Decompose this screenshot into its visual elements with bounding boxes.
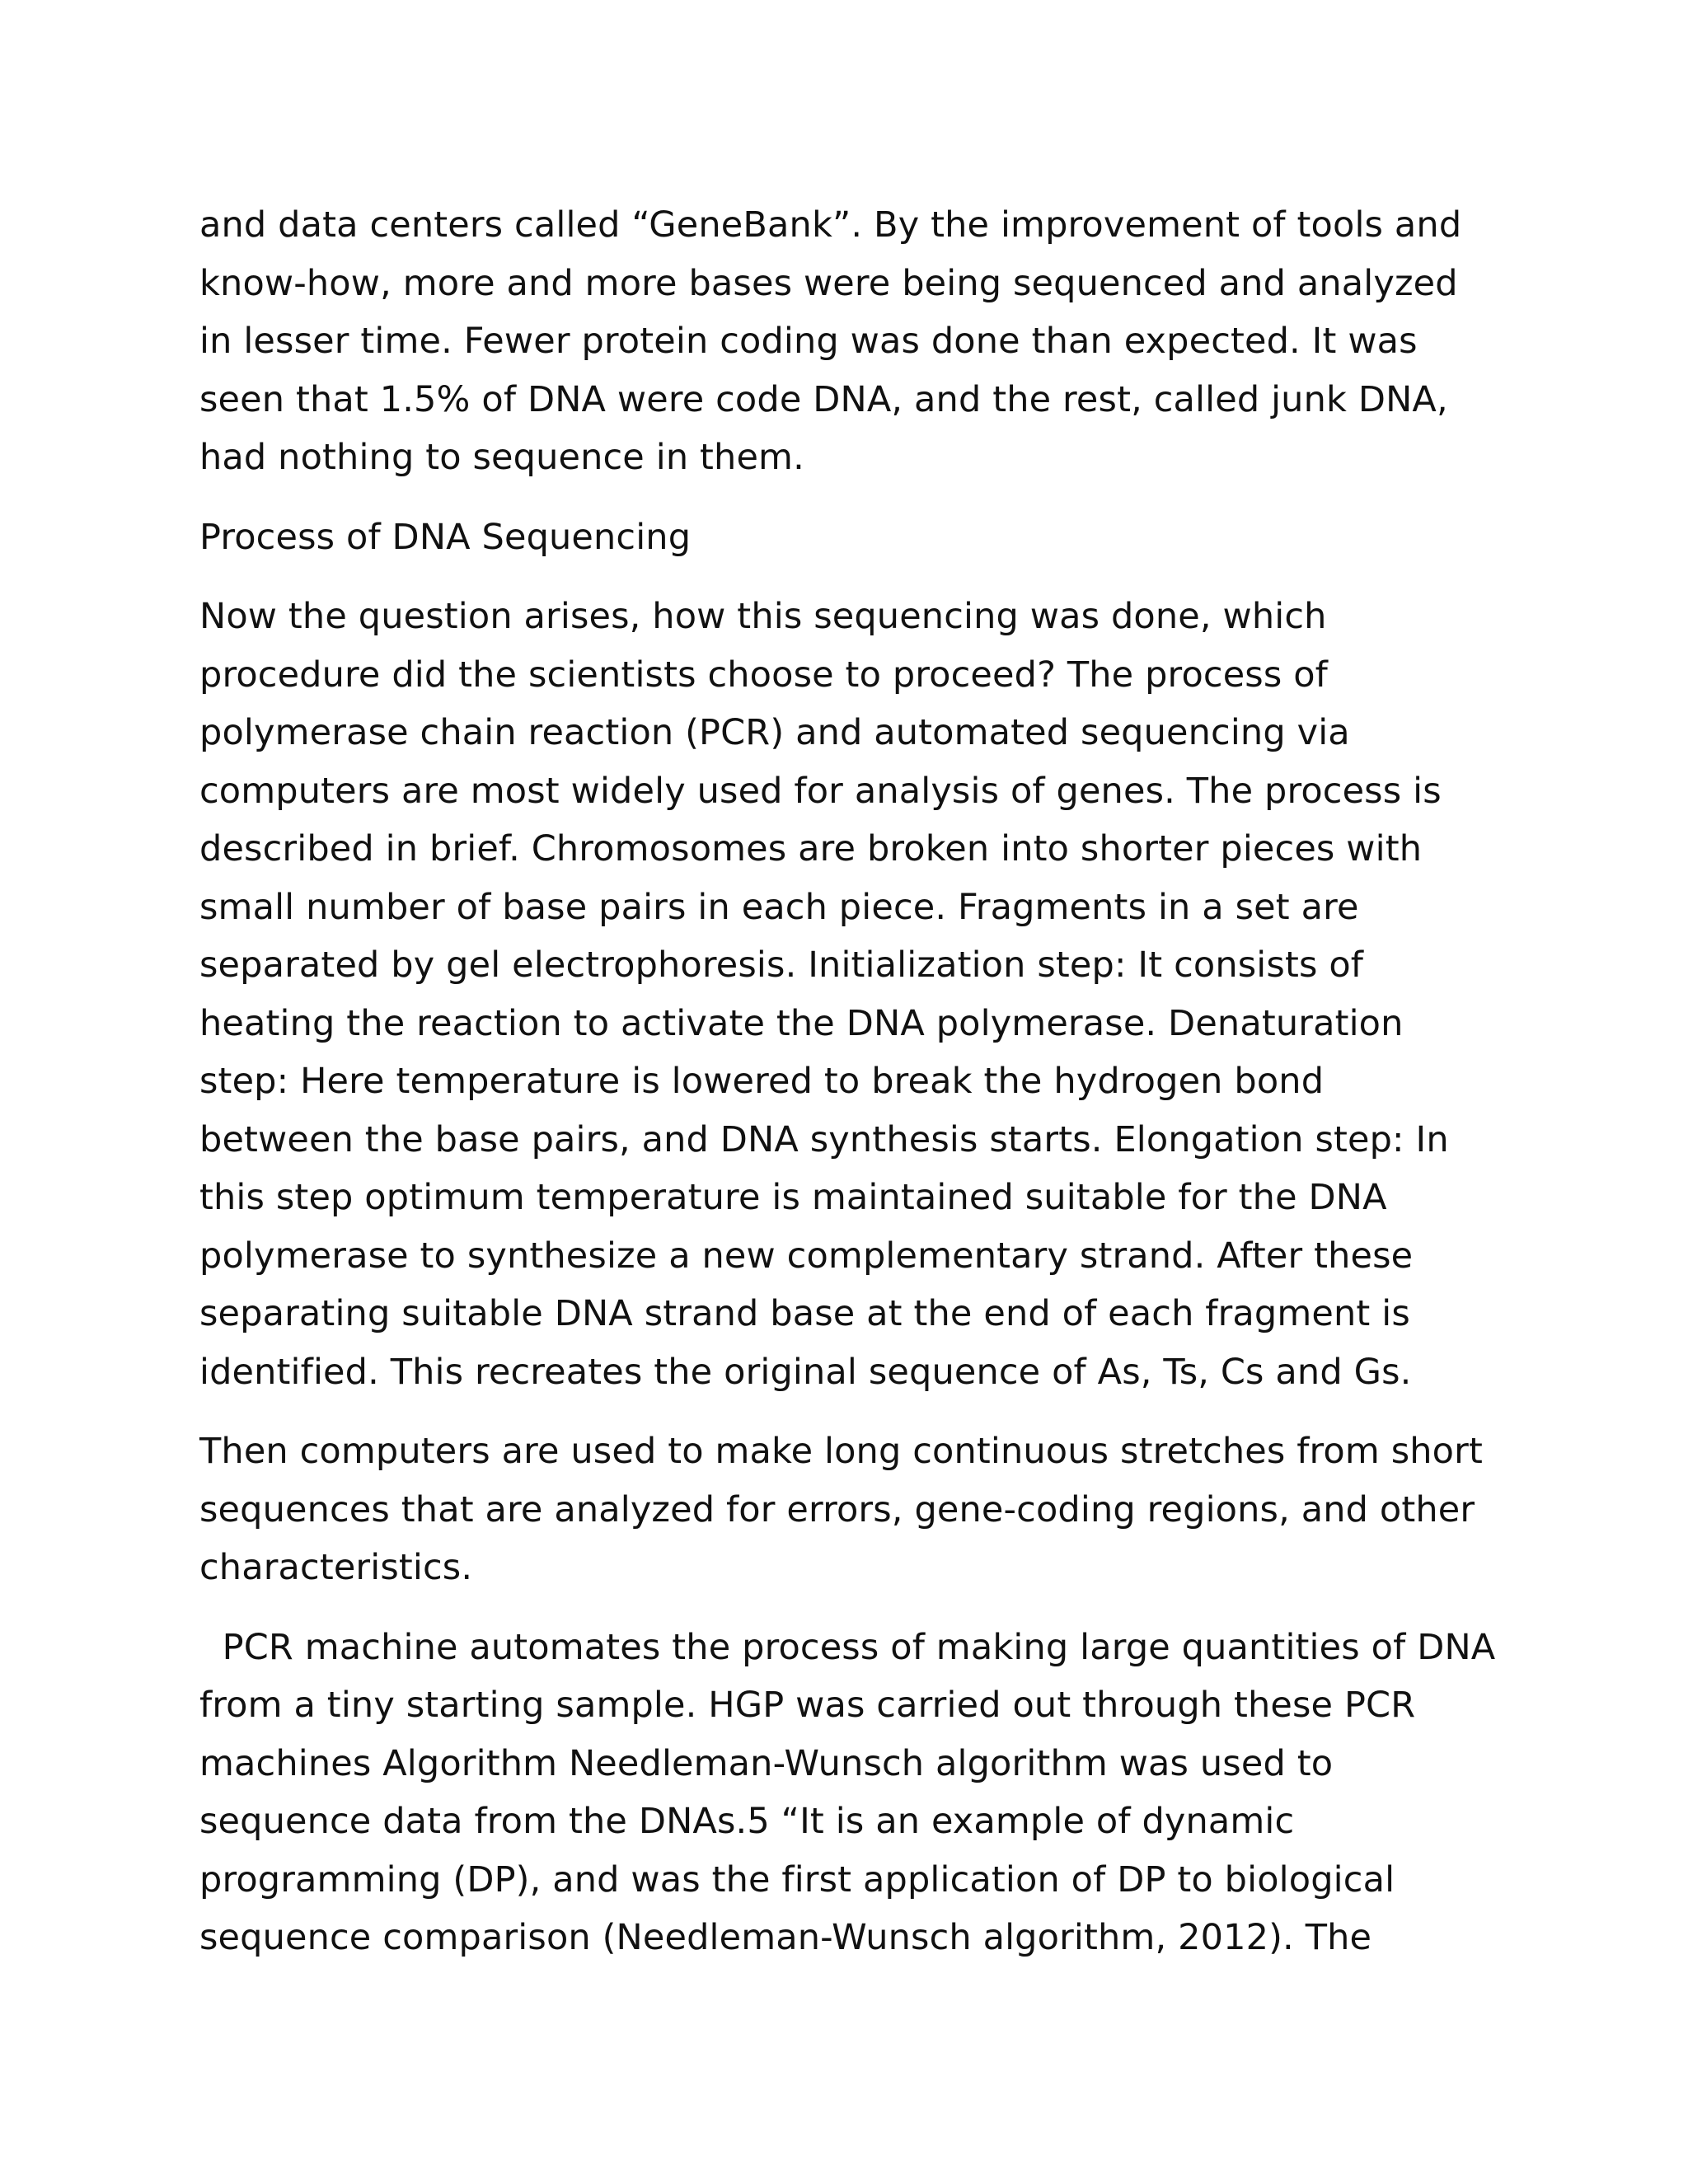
text-line: characteristics. <box>199 1547 473 1588</box>
text-line: procedure did the scientists choose to proceed? The process of <box>199 654 1328 696</box>
text-line: seen that 1.5% of DNA were code DNA, and the rest, called junk DNA, <box>199 378 1448 420</box>
paragraph-genebank <box>199 196 1502 487</box>
paragraph-spacing <box>199 487 1502 509</box>
section-heading <box>199 509 1502 567</box>
text-line: small number of base pairs in each piece. Fragments in a set are <box>199 886 1359 928</box>
text-line: between the base pairs, and DNA synthesis starts. Elongation step: In <box>199 1118 1449 1160</box>
document-body <box>199 196 1502 1967</box>
text-line: step: Here temperature is lowered to break the hydrogen bond <box>199 1061 1325 1102</box>
paragraph-spacing <box>199 1597 1502 1619</box>
text-line: from a tiny starting sample. HGP was carried out through these PCR <box>199 1685 1416 1726</box>
paragraph-process <box>199 588 1502 1401</box>
paragraph-spacing <box>199 1401 1502 1422</box>
paragraph-spacing <box>199 566 1502 588</box>
text-line: sequence data from the DNAs.5 “It is an example of dynamic <box>199 1801 1295 1842</box>
text-line: computers are most widely used for analysis of genes. The process is <box>199 770 1442 812</box>
heading-text: Process of DNA Sequencing <box>199 516 692 558</box>
paragraph-computers <box>199 1422 1502 1597</box>
text-line: described in brief. Chromosomes are broken into shorter pieces with <box>199 828 1423 869</box>
text-line: polymerase chain reaction (PCR) and automated sequencing via <box>199 712 1350 753</box>
text-line: know-how, more and more bases were being sequenced and analyzed <box>199 262 1458 304</box>
text-line: separated by gel electrophoresis. Initialization step: It consists of <box>199 944 1364 986</box>
text-line: in lesser time. Fewer protein coding was done than expected. It was <box>199 321 1418 362</box>
text-line: heating the reaction to activate the DNA polymerase. Denaturation <box>199 1002 1404 1044</box>
text-line: PCR machine automates the process of making large quantities of DNA <box>199 1626 1496 1668</box>
text-line: Now the question arises, how this sequencing was done, which <box>199 596 1327 637</box>
text-line: identified. This recreates the original sequence of As, Ts, Cs and Gs. <box>199 1351 1412 1393</box>
text-line: separating suitable DNA strand base at the end of each fragment is <box>199 1293 1410 1334</box>
text-line: and data centers called “GeneBank”. By the improvement of tools and <box>199 204 1462 246</box>
text-line: Then computers are used to make long continuous stretches from short <box>199 1431 1483 1472</box>
paragraph-pcr-machine <box>199 1619 1502 1967</box>
text-line: polymerase to synthesize a new complementary strand. After these <box>199 1235 1414 1277</box>
text-line: machines Algorithm Needleman-Wunsch algorithm was used to <box>199 1742 1334 1784</box>
text-line: sequence comparison (Needleman-Wunsch algorithm, 2012). The <box>199 1917 1372 1958</box>
text-line: programming (DP), and was the first application of DP to biological <box>199 1858 1395 1900</box>
text-line: had nothing to sequence in them. <box>199 437 804 478</box>
text-line: sequences that are analyzed for errors, gene-coding regions, and other <box>199 1488 1475 1530</box>
text-line: this step optimum temperature is maintained suitable for the DNA <box>199 1177 1387 1218</box>
